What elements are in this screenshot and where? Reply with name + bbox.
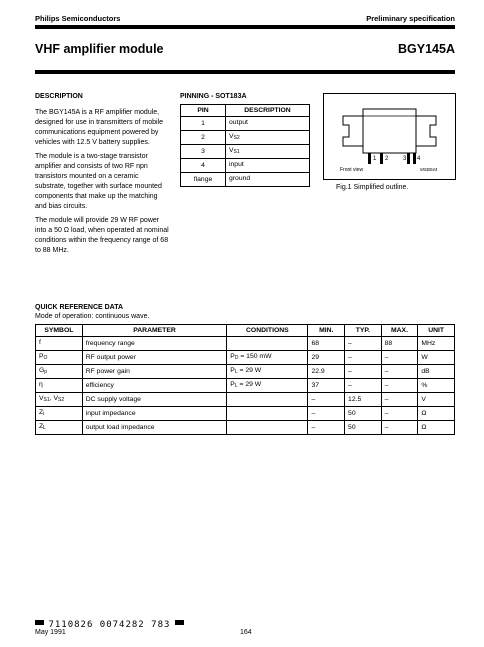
typ-cell: 50 [345, 407, 382, 421]
doc-title: VHF amplifier module [35, 42, 164, 56]
typ-cell: – [345, 337, 382, 351]
symbol-cell: $G_p$ [36, 365, 83, 379]
header-rule [35, 25, 455, 29]
description-para: The BGY145A is a RF amplifier module, designed for use in transmitters of mobile communications equipment powered by vehicles with 12.5 V battery supplies. [35, 109, 164, 146]
pinning-row [181, 117, 310, 131]
min-cell: 68 [308, 337, 345, 351]
pin-number: 2 [181, 131, 226, 145]
page-number: 164 [240, 629, 252, 636]
conditions-cell [227, 393, 308, 407]
col-description: DESCRIPTION [226, 105, 310, 117]
pin-desc: output [226, 117, 310, 131]
typ-cell: – [345, 351, 382, 365]
typ-cell: – [345, 379, 382, 393]
col-max: MAX. [381, 325, 418, 337]
pin-number: flange [181, 173, 226, 187]
parameter-cell: input impedance [82, 407, 227, 421]
description-body [35, 108, 170, 256]
col-unit: UNIT [418, 325, 455, 337]
pinning-header-row [181, 105, 310, 117]
max-cell: – [381, 365, 418, 379]
symbol-cell: f [36, 337, 83, 351]
conditions-cell: $P_L = 29$ W [227, 379, 308, 393]
table-row [36, 379, 455, 393]
title-rule [35, 70, 455, 74]
pinning-row [181, 131, 310, 145]
max-cell: 88 [381, 337, 418, 351]
pin-desc: $V_{S1}$ [226, 145, 310, 159]
symbol-cell: $P_O$ [36, 351, 83, 365]
description-para: The module will provide 29 W RF power into a 50 Ω load, when operated at nominal conditions within the frequency range of 68 to 88 MHz. [35, 217, 169, 254]
typ-cell: 12.5 [345, 393, 382, 407]
pinning-row [181, 145, 310, 159]
min-cell: 22.9 [308, 365, 345, 379]
pin-label: 3 [403, 156, 407, 162]
front-view-label: Front view [340, 167, 364, 173]
pin-desc: ground [226, 173, 310, 187]
pin-label: 4 [417, 156, 421, 162]
col-pin: PIN [181, 105, 226, 117]
parameter-cell: RF power gain [82, 365, 227, 379]
unit-cell: MHz [418, 337, 455, 351]
col-symbol: SYMBOL [36, 325, 83, 337]
parameter-cell: output load impedance [82, 421, 227, 435]
pin-label: 2 [385, 156, 389, 162]
symbol-cell: $Z_L$ [36, 421, 83, 435]
typ-cell: 50 [345, 421, 382, 435]
part-number: BGY145A [398, 42, 455, 56]
min-cell: – [308, 407, 345, 421]
figure-caption: Fig.1 Simplified outline. [336, 184, 409, 191]
table-row [36, 337, 455, 351]
max-cell: – [381, 393, 418, 407]
min-cell: – [308, 421, 345, 435]
quickref-table [35, 324, 455, 435]
max-cell: – [381, 407, 418, 421]
outline-figure [323, 93, 456, 180]
pin-number: 4 [181, 159, 226, 173]
min-cell: – [308, 393, 345, 407]
symbol-cell: $Z_i$ [36, 407, 83, 421]
unit-cell: W [418, 351, 455, 365]
pin-desc: $V_{S2}$ [226, 131, 310, 145]
symbol-cell: η [36, 379, 83, 393]
col-conditions: CONDITIONS [227, 325, 308, 337]
pinning-table [180, 104, 310, 187]
table-row [36, 351, 455, 365]
barcode-marker [35, 620, 44, 625]
conditions-cell [227, 407, 308, 421]
table-row [36, 365, 455, 379]
pin-number: 3 [181, 145, 226, 159]
parameter-cell: efficiency [82, 379, 227, 393]
unit-cell: Ω [418, 421, 455, 435]
barcode-marker [175, 620, 184, 625]
barcode-text: 7110826 0074282 783 [48, 620, 171, 630]
table-row [36, 421, 455, 435]
pin-label: 1 [373, 156, 377, 162]
table-row [36, 407, 455, 421]
company-name: Philips Semiconductors [35, 14, 121, 23]
max-cell: – [381, 379, 418, 393]
unit-cell: V [418, 393, 455, 407]
pinning-row [181, 173, 310, 187]
col-min: MIN. [308, 325, 345, 337]
figure-code: MSB044 [420, 167, 438, 172]
conditions-cell [227, 337, 308, 351]
quickref-header-row [36, 325, 455, 337]
parameter-cell: RF output power [82, 351, 227, 365]
parameter-cell: DC supply voltage [82, 393, 227, 407]
conditions-cell: $P_D = 150$ mW [227, 351, 308, 365]
parameter-cell: frequency range [82, 337, 227, 351]
max-cell: – [381, 421, 418, 435]
unit-cell: dB [418, 365, 455, 379]
conditions-cell [227, 421, 308, 435]
table-row [36, 393, 455, 407]
quickref-mode: Mode of operation: continuous wave. [35, 313, 150, 320]
conditions-cell: $P_L = 29$ W [227, 365, 308, 379]
symbol-cell: $V_{S1}$, $V_{S2}$ [36, 393, 83, 407]
unit-cell: Ω [418, 407, 455, 421]
description-para: The module is a two-stage transistor amplifier and consists of two RF npn transistors mounted on a ceramic substrate, together with surface mounted components that make up the matching and bias circuits. [35, 153, 162, 210]
col-typ: TYP. [345, 325, 382, 337]
typ-cell: – [345, 365, 382, 379]
description-heading: DESCRIPTION [35, 93, 83, 100]
quickref-heading: QUICK REFERENCE DATA [35, 304, 124, 311]
col-parameter: PARAMETER [82, 325, 227, 337]
unit-cell: % [418, 379, 455, 393]
pin-desc: input [226, 159, 310, 173]
max-cell: – [381, 351, 418, 365]
min-cell: 37 [308, 379, 345, 393]
pin-number: 1 [181, 117, 226, 131]
min-cell: 29 [308, 351, 345, 365]
doc-status: Preliminary specification [366, 14, 455, 23]
pinning-heading: PINNING - SOT183A [180, 93, 247, 100]
footer-date: May 1991 [35, 629, 66, 636]
pinning-row [181, 159, 310, 173]
